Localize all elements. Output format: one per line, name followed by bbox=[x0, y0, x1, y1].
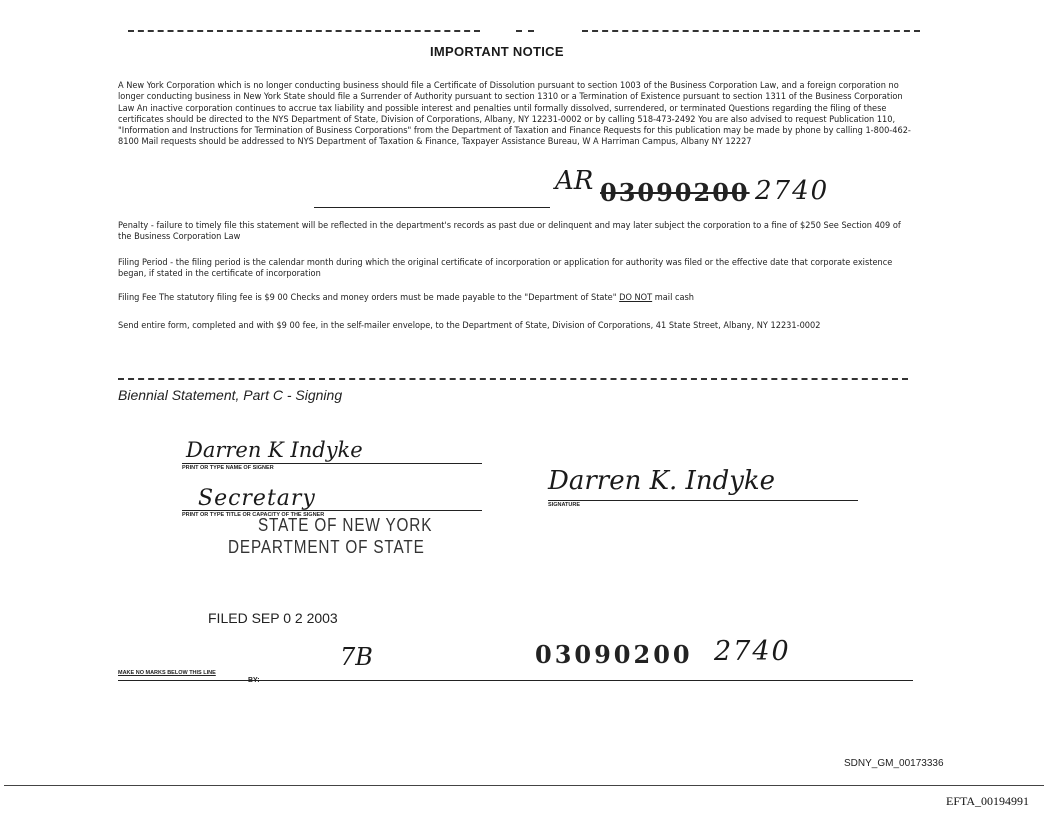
top-dashed-rule-left bbox=[128, 30, 480, 32]
filed-stamp-date: FILED SEP 0 2 2003 bbox=[208, 610, 338, 626]
stamp-suffix-top: 2740 bbox=[755, 176, 830, 206]
filing-fee-text: Filing Fee The statutory filing fee is $9 00 Checks and money orders must be made payable to the "Department of State" bbox=[118, 292, 617, 302]
no-marks-note: MAKE NO MARKS BELOW THIS LINE bbox=[118, 670, 216, 676]
stamp-suffix-bottom: 2740 bbox=[714, 636, 791, 667]
filing-fee-paragraph bbox=[118, 292, 912, 303]
signer-title-caption: PRINT OR TYPE TITLE OR CAPACITY OF THE SIGNER bbox=[182, 512, 325, 518]
bottom-rule bbox=[118, 680, 913, 681]
signature-line bbox=[548, 500, 858, 501]
stamp-number-bottom: 03090200 bbox=[535, 640, 693, 669]
signer-title-line bbox=[182, 510, 482, 511]
send-paragraph: Send entire form, completed and with $9 00 fee, in the self-mailer envelope, to the Department of State, Division of Corporations, 41 State Street, Albany, NY 12231-0002 bbox=[118, 320, 821, 330]
filing-fee-suffix: mail cash bbox=[654, 292, 694, 302]
footer-rule bbox=[4, 785, 1044, 786]
part-c-heading: Biennial Statement, Part C - Signing bbox=[118, 387, 343, 403]
filing-fee-do-not: DO NOT bbox=[619, 292, 653, 302]
signer-name-line bbox=[182, 463, 482, 464]
stamp-initials-top: AR bbox=[555, 166, 594, 196]
signer-title: Secretary bbox=[198, 486, 316, 511]
notice-title: IMPORTANT NOTICE bbox=[430, 44, 564, 59]
signature-caption: SIGNATURE bbox=[548, 502, 580, 508]
filed-stamp-department: DEPARTMENT OF STATE bbox=[228, 537, 425, 557]
signature: Darren K. Indyke bbox=[548, 466, 776, 496]
by-label: BY: bbox=[248, 677, 260, 684]
top-dashed-rule-mid bbox=[516, 30, 534, 32]
bates-number: SDNY_GM_00173336 bbox=[844, 758, 944, 769]
signer-name: Darren K Indyke bbox=[186, 438, 363, 462]
middle-dashed-rule bbox=[118, 378, 908, 380]
top-dashed-rule-right bbox=[582, 30, 920, 32]
signer-name-caption: PRINT OR TYPE NAME OF SIGNER bbox=[182, 465, 274, 471]
stamp-number-top: 03090200 bbox=[600, 178, 750, 207]
filed-stamp-state: STATE OF NEW YORK bbox=[258, 515, 433, 535]
penalty-paragraph: Penalty - failure to timely file this statement will be reflected in the department's records as past due or delinquent and may later subject the corporation to a fine of $250 See Section 409 of the Business Corporation Law bbox=[118, 220, 901, 242]
bottom-initials: 7B bbox=[340, 643, 373, 671]
efta-number: EFTA_00194991 bbox=[946, 794, 1030, 808]
stamp-underline-top bbox=[314, 207, 550, 208]
filing-period-paragraph: Filing Period - the filing period is the calendar month during which the original certificate of incorporation or application for authority was filed or the effective date that corporate existence began, if stated in the certificate of incorporation bbox=[118, 257, 893, 279]
notice-paragraph: A New York Corporation which is no longer conducting business should file a Certificate of Dissolution pursuant to section 1003 of the Business Corporation Law, and a foreign corporation no longer conducting business in New York State should file a Surrender of Authority pursuant to section 1310 or a Termination of Existence pursuant to section 1311 of the Business Corporation Law An inactive corporation continues to accrue tax liability and possible interest and penalties until formally dissolved, surrendered, or terminated Questions regarding the filing of these certificates should be directed to the NYS Department of State, Division of Corporations, Albany, NY 12231-0002 or by calling 518-473-2492 You are also advised to request Publication 110, "Information and Instructions for Termination of Business Corporations" from the Department of Taxation and Finance Requests for this publication may be made by phone by calling 1-800-462-8100 Mail requests should be addressed to NYS Department of Taxation & Finance, Taxpayer Assistance Bureau, W A Harriman Campus, Albany NY 12227 bbox=[118, 80, 911, 147]
